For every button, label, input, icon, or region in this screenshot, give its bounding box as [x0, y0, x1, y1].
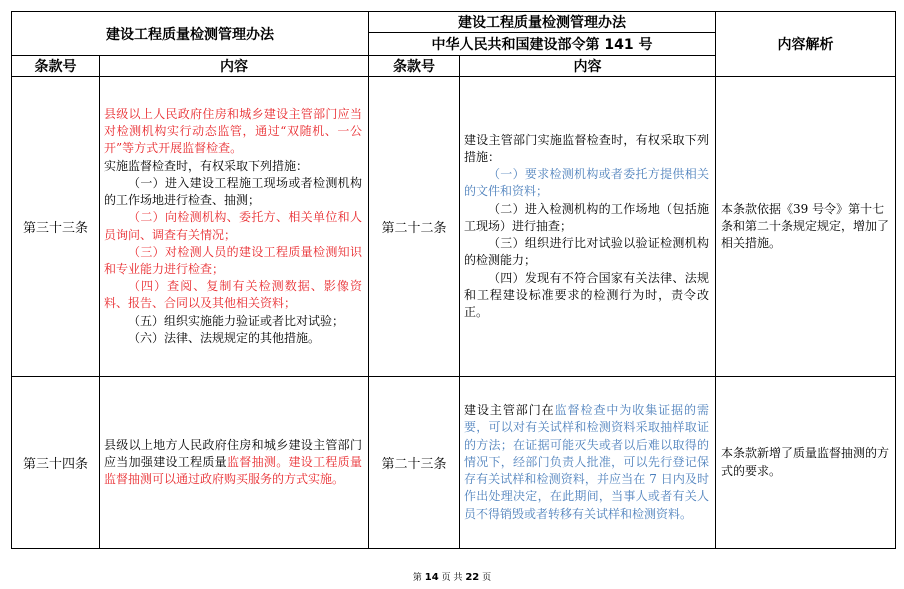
table-row	[12, 77, 896, 377]
mid-clause-number: 第二十三条	[369, 377, 460, 549]
left-line: 实施监督检查时，有权采取下列措施：	[104, 158, 309, 173]
footer-middle: 页 共	[441, 573, 463, 583]
left-line: （二）向检测机构、委托方、相关单位和人员询问、调查有关情况；	[104, 210, 362, 242]
mid-law-title: 建设工程质量检测管理办法	[369, 12, 716, 33]
table-row	[12, 377, 896, 549]
left-line: （三）对检测人员的建设工程质量检测知识和专业能力进行检查；	[104, 244, 362, 276]
analysis-note: 本条款新增了质量监督抽测的方式的要求。	[716, 377, 896, 549]
mid-content-header: 内容	[460, 56, 716, 77]
footer-prefix: 第	[412, 573, 422, 583]
left-line: （四）查阅、复制有关检测数据、影像资料、报告、合同以及其他相关资料；	[104, 279, 362, 311]
left-clause-number: 第三十三条	[12, 77, 100, 377]
left-line: （六）法律、法规规定的其他措施。	[128, 330, 321, 345]
left-law-title: 建设工程质量检测管理办法	[12, 12, 369, 56]
mid-line: （四）发现有不符合国家有关法律、法规和工程建设标准要求的检测行为时，责令改正。	[464, 270, 709, 319]
left-clause-header: 条款号	[12, 56, 100, 77]
analysis-header: 内容解析	[716, 12, 896, 77]
left-clause-number: 第三十四条	[12, 377, 100, 549]
left-clause-content	[100, 77, 369, 377]
mid-line: （二）进入检测机构的工作场地（包括施工现场）进行抽查；	[464, 201, 709, 233]
footer-suffix: 页	[482, 573, 492, 583]
mid-line: 建设主管部门实施监督检查时，有权采取下列措施：	[464, 132, 709, 165]
left-line: （五）组织实施能力验证或者比对试验；	[128, 313, 345, 328]
left-line: （一）进入建设工程施工现场或者检测机构的工作场地进行检查、抽测；	[104, 175, 362, 208]
page-number: 14	[424, 572, 439, 583]
mid-line: （三）组织进行比对试验以验证检测机构的检测能力；	[464, 236, 709, 268]
comparison-table	[11, 11, 896, 549]
mid-clause-number: 第二十二条	[369, 77, 460, 377]
page-total: 22	[465, 572, 480, 583]
analysis-note: 本条款依据《39 号令》第十七条和第二十条规定规定，增加了相关措施。	[716, 77, 896, 377]
left-text-part: 县级以上地方人民政府住房和城乡建设主管部门应当加强建设工程质量	[104, 437, 362, 469]
mid-clause-content	[460, 77, 716, 377]
mid-law-subtitle: 中华人民共和国建设部令第 141 号	[369, 33, 716, 56]
mid-clause-header: 条款号	[369, 56, 460, 77]
page-footer	[0, 570, 904, 583]
left-text-part: 监督抽测。建设工程质量监督抽测可以通过政府购买服务的方式实施。	[104, 454, 362, 487]
mid-clause-content	[460, 377, 716, 549]
mid-text-part: 监督检查中为收集证据的需要，可以对有关试样和检测资料采取抽样取证的方法；在证据可能灭失或者以后难以取得的情况下，经部门负责人批准，可以先行登记保存有关试样和检测资料，并应当在 7 日内及时作出处理决定，在此期间，当事人或者有关人员不得销毁或者转移有关试样和检测资料。	[464, 403, 709, 521]
left-content-header: 内容	[100, 56, 369, 77]
mid-text-part: 建设主管部门在	[464, 403, 555, 418]
left-clause-content	[100, 377, 369, 549]
mid-line: （一）要求检测机构或者委托方提供相关的文件和资料；	[464, 167, 709, 199]
left-line: 县级以上人民政府住房和城乡建设主管部门应当对检测机构实行动态监管，通过“双随机、一公开”等方式开展监督检查。	[104, 107, 362, 156]
